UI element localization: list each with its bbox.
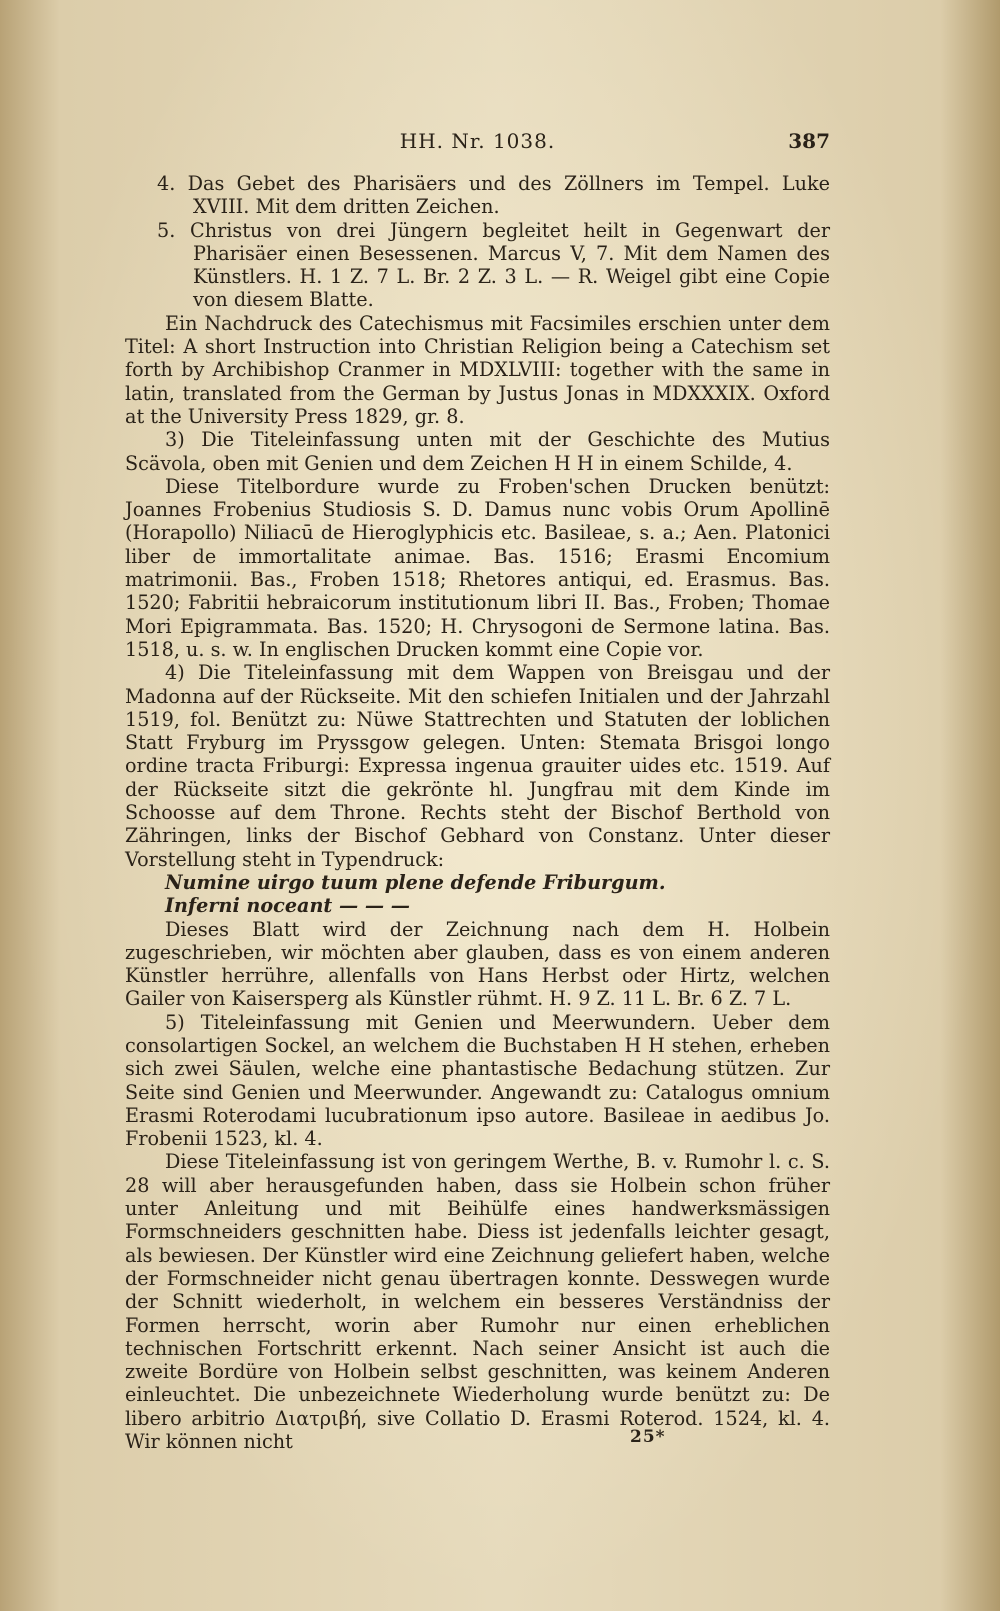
paragraph-4: 4) Die Titeleinfassung mit dem Wappen von Breisgau und der Madonna auf der Rückseite. Mit den schiefen Initialen und der Jahrzahl 1519, fol. Benützt zu: Nüwe Stattrechten und Statuten der loblichen Statt Fryburg im Pryssgow gelegen. Unten: Stemata Brisgoi longo ordine tracta Friburgi: Expressa ingenua grauiter uides etc. 1519. Auf der Rückseite sitzt die gekrönte hl. Jungfrau mit dem Kinde im Schoosse auf dem Throne. Rechts steht der Bischof Berthold von Zähringen, links der Bischof Gebhard von Constanz. Unter dieser Vorstellung steht in Typendruck: <box>125 661 830 871</box>
signature-mark: 25* <box>630 1427 666 1447</box>
paragraph-item-4: 4. Das Gebet des Pharisäers und des Zöllners im Tempel. Luke XVIII. Mit dem dritten Zeichen. <box>157 172 830 219</box>
paragraph-item-5: 5. Christus von drei Jüngern begleitet heilt in Gegenwart der Pharisäer einen Besessenen. Marcus V, 7. Mit dem Namen des Künstlers. H. 1 Z. 7 L. Br. 2 Z. 3 L. — R. Weigel gibt eine Copie von diesem Blatte. <box>157 218 830 312</box>
paragraph-titeleinfassung: Diese Titeleinfassung ist von geringem Werthe, B. v. Rumohr l. c. S. 28 will aber herausgefunden haben, dass sie Holbein schon früher unter Anleitung und mit Beihülfe eines handwerksmässigen Formschneiders geschnitten habe. Diess ist jedenfalls leichter gesagt, als bewiesen. Der Künstler wird eine Zeichnung geliefert haben, welche der Formschneider nicht genau übertragen konnte. Desswegen wurde der Schnitt wiederholt, in welchem ein besseres Verständniss der Formen herrscht, worin aber Rumohr nur einen erheblichen technischen Fortschritt erkennt. Nach seiner Ansicht ist auch die zweite Bordüre von Holbein selbst geschnitten, was keinem Anderen einleuchtet. Die unbezeichnete Wiederholung wurde benützt zu: De libero arbitrio Διατριβή, sive Collatio D. Erasmi Roterod. 1524, kl. 4. Wir können nicht <box>125 1150 830 1454</box>
paragraph-titelbordure: Diese Titelbordure wurde zu Froben'schen Drucken benützt: Joannes Frobenius Studiosis S. D. Damus nunc vobis Orum Apollinē (Horapollo) Niliacū de Hieroglyphicis etc. Basileae, s. a.; Aen. Platonici liber de immortalitate animae. Bas. 1516; Erasmi Encomium matrimonii. Bas., Froben 1518; Rhetores antiqui, ed. Erasmus. Bas. 1520; Fabritii hebraicorum institutionum libri II. Bas., Froben; Thomae Mori Epigrammata. Bas. 1520; H. Chrysogoni de Sermone latina. Bas. 1518, u. s. w. In englischen Drucken kommt eine Copie vor. <box>125 474 830 661</box>
paragraph-3: 3) Die Titeleinfassung unten mit der Geschichte des Mutius Scävola, oben mit Genien und dem Zeichen H H in einem Schilde, 4. <box>125 428 830 475</box>
page-header <box>125 126 830 156</box>
running-head: HH. Nr. 1038. <box>399 129 556 153</box>
page-number: 387 <box>788 129 830 153</box>
verse-line-1: Numine uirgo tuum plene defende Friburgum. <box>165 870 666 894</box>
paragraph-blatt: Dieses Blatt wird der Zeichnung nach dem H. Holbein zugeschrieben, wir möchten aber glauben, dass es von einem anderen Künstler herrühre, allenfalls von Hans Herbst oder Hirtz, welchen Gailer von Kaisersperg als Künstler rühmt. H. 9 Z. 11 L. Br. 6 Z. 7 L. <box>125 917 830 1011</box>
text-body <box>125 172 830 1453</box>
verse-line-2: Inferni noceant — — — <box>165 894 410 918</box>
paragraph-nachdruck: Ein Nachdruck des Catechismus mit Facsimiles erschien unter dem Titel: A short Instruction into Christian Religion being a Catechism set forth by Archibishop Cranmer in MDXLVIII: together with the same in latin, translated from the German by Justus Jonas in MDXXXIX. Oxford at the University Press 1829, gr. 8. <box>125 311 830 428</box>
paragraph-5: 5) Titeleinfassung mit Genien und Meerwundern. Ueber dem consolartigen Sockel, an welchem die Buchstaben H H stehen, erheben sich zwei Säulen, welche eine phantastische Bedachung stützen. Zur Seite sind Genien und Meerwunder. Angewandt zu: Catalogus omnium Erasmi Roterodami lucubrationum ipso autore. Basileae in aedibus Jo. Frobenii 1523, kl. 4. <box>125 1010 830 1151</box>
